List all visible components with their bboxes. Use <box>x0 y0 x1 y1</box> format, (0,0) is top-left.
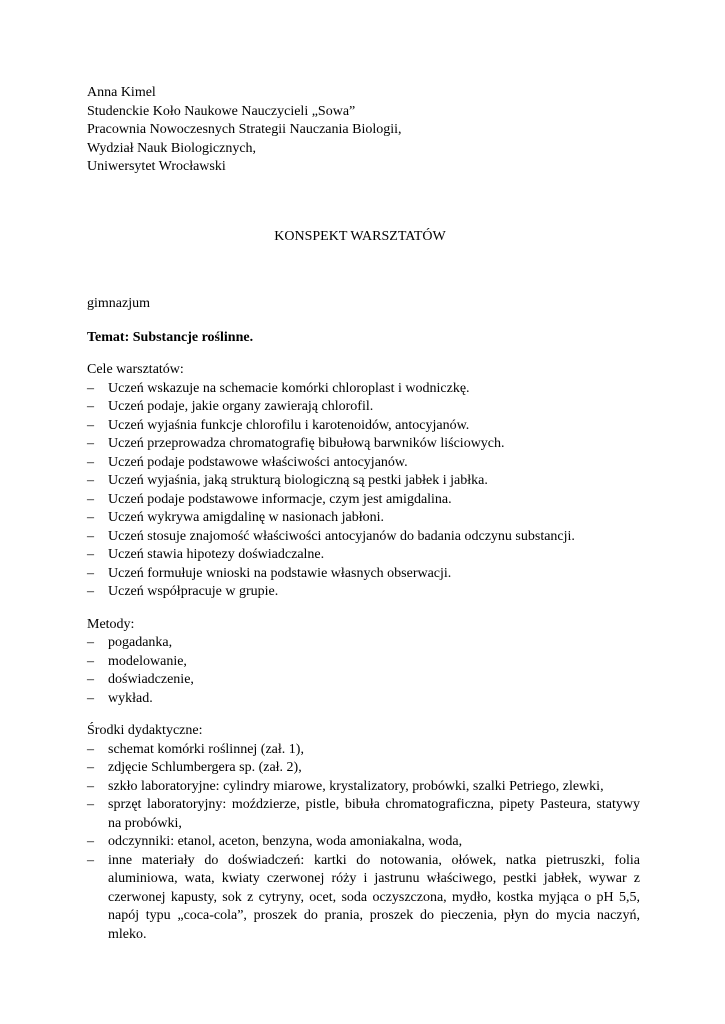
list-item <box>87 491 640 510</box>
list-item-text: Uczeń stosuje znajomość właściwości antocyjanów do badania odczynu substancji. <box>108 528 575 544</box>
list-item-text: Uczeń wyjaśnia, jaką strukturą biologiczną są pestki jabłek i jabłka. <box>108 473 488 488</box>
list-item-text: szkło laboratoryjne: cylindry miarowe, krystalizatory, probówki, szalki Petriego, zlewki, <box>108 778 604 794</box>
list-item-text: modelowanie, <box>108 653 187 669</box>
list-item-text: Uczeń formułuje wnioski na podstawie własnych obserwacji. <box>108 565 452 581</box>
list-item <box>87 565 640 584</box>
dash-bullet: – <box>87 547 94 562</box>
list-item <box>87 852 640 945</box>
means-heading: Środki dydaktyczne: <box>87 723 203 738</box>
methods-heading: Metody: <box>87 616 135 632</box>
list-item-text: wykład. <box>108 690 153 706</box>
list-item-text: sprzęt laboratoryjny: moździerze, pistle, bibuła chromatograficzna, pipety Pasteura, statywy na probówki, <box>108 797 640 831</box>
list-item <box>87 454 640 473</box>
author-faculty: Wydział Nauk Biologicznych, <box>87 140 257 156</box>
author-block <box>87 84 640 177</box>
dash-bullet: – <box>87 690 94 706</box>
author-university: Uniwersytet Wrocławski <box>87 159 226 174</box>
author-name: Anna Kimel <box>87 85 156 100</box>
list-item <box>87 653 640 672</box>
list-item-text: Uczeń wskazuje na schemacie komórki chloroplast i wodniczkę. <box>108 380 470 396</box>
dash-bullet: – <box>87 565 94 581</box>
means-section <box>87 722 640 944</box>
list-item <box>87 380 640 399</box>
dash-bullet: – <box>87 834 94 849</box>
goals-heading: Cele warsztatów: <box>87 362 184 377</box>
list-item-text: zdjęcie Schlumbergera sp. (zał. 2), <box>108 760 302 775</box>
dash-bullet: – <box>87 510 94 525</box>
list-item-text: Uczeń przeprowadza chromatografię bibułową barwników liściowych. <box>108 436 505 451</box>
list-item <box>87 546 640 565</box>
list-item-text: Uczeń stawia hipotezy doświadczalne. <box>108 547 325 562</box>
dash-bullet: – <box>87 380 94 396</box>
author-club: Studenckie Koło Naukowe Nauczycieli „Sowa” <box>87 103 356 119</box>
list-item-text: doświadczenie, <box>108 672 194 687</box>
list-item <box>87 398 640 417</box>
list-item <box>87 528 640 547</box>
dash-bullet: – <box>87 491 94 507</box>
goals-list <box>87 380 640 602</box>
lesson-topic: Temat: Substancje roślinne. <box>87 329 254 345</box>
list-item-text: Uczeń wyjaśnia funkcje chlorofilu i karotenoidów, antocyjanów. <box>108 417 470 433</box>
means-list <box>87 741 640 945</box>
list-item <box>87 741 640 760</box>
methods-section <box>87 616 640 709</box>
list-item <box>87 759 640 778</box>
dash-bullet: – <box>87 584 94 599</box>
methods-list <box>87 634 640 708</box>
list-item <box>87 671 640 690</box>
list-item <box>87 583 640 602</box>
list-item-text: Uczeń podaje podstawowe informacje, czym jest amigdalina. <box>108 491 452 507</box>
dash-bullet: – <box>87 417 94 433</box>
list-item <box>87 690 640 709</box>
author-lab: Pracownia Nowoczesnych Strategii Nauczania Biologii, <box>87 122 402 137</box>
list-item-text: Uczeń współpracuje w grupie. <box>108 584 279 599</box>
school-level: gimnazjum <box>87 296 150 311</box>
list-item <box>87 833 640 852</box>
list-item <box>87 509 640 528</box>
list-item-text: odczynniki: etanol, aceton, benzyna, woda amoniakalna, woda, <box>108 834 463 849</box>
list-item-text: pogadanka, <box>108 635 173 650</box>
list-item <box>87 417 640 436</box>
document-title: KONSPEKT WARSZTATÓW <box>274 228 446 244</box>
list-item-text: Uczeń wykrywa amigdalinę w nasionach jabłoni. <box>108 510 385 525</box>
list-item-text: Uczeń podaje, jakie organy zawierają chlorofil. <box>108 399 374 414</box>
dash-bullet: – <box>87 741 94 757</box>
list-item <box>87 435 640 454</box>
document-page <box>87 84 640 944</box>
dash-bullet: – <box>87 436 94 451</box>
list-item-text: inne materiały do doświadczeń: kartki do notowania, ołówek, natka pietruszki, folia aluminiowa, wata, kwiaty czerwonej róży i jastrunu właściwego, pestki jabłek, wywar z czerwonej kapusty, sok z cytryny, ocet, soda oczyszczona, mydło, kostka myjąca o pH 5,5, napój typu „coca-cola”, proszek do prania, proszek do pieczenia, płyn do mycia naczyń, mleko. <box>108 852 640 942</box>
list-item <box>87 796 640 833</box>
dash-bullet: – <box>87 672 94 687</box>
dash-bullet: – <box>87 454 94 470</box>
list-item <box>87 634 640 653</box>
dash-bullet: – <box>87 653 94 669</box>
dash-bullet: – <box>87 797 94 812</box>
list-item-text: schemat komórki roślinnej (zał. 1), <box>108 741 304 757</box>
dash-bullet: – <box>87 399 94 414</box>
list-item <box>87 472 640 491</box>
dash-bullet: – <box>87 852 94 868</box>
goals-section <box>87 361 640 602</box>
list-item-text: Uczeń podaje podstawowe właściwości antocyjanów. <box>108 454 408 470</box>
dash-bullet: – <box>87 528 94 544</box>
dash-bullet: – <box>87 473 94 488</box>
dash-bullet: – <box>87 635 94 650</box>
dash-bullet: – <box>87 760 94 775</box>
list-item <box>87 778 640 797</box>
dash-bullet: – <box>87 778 94 794</box>
